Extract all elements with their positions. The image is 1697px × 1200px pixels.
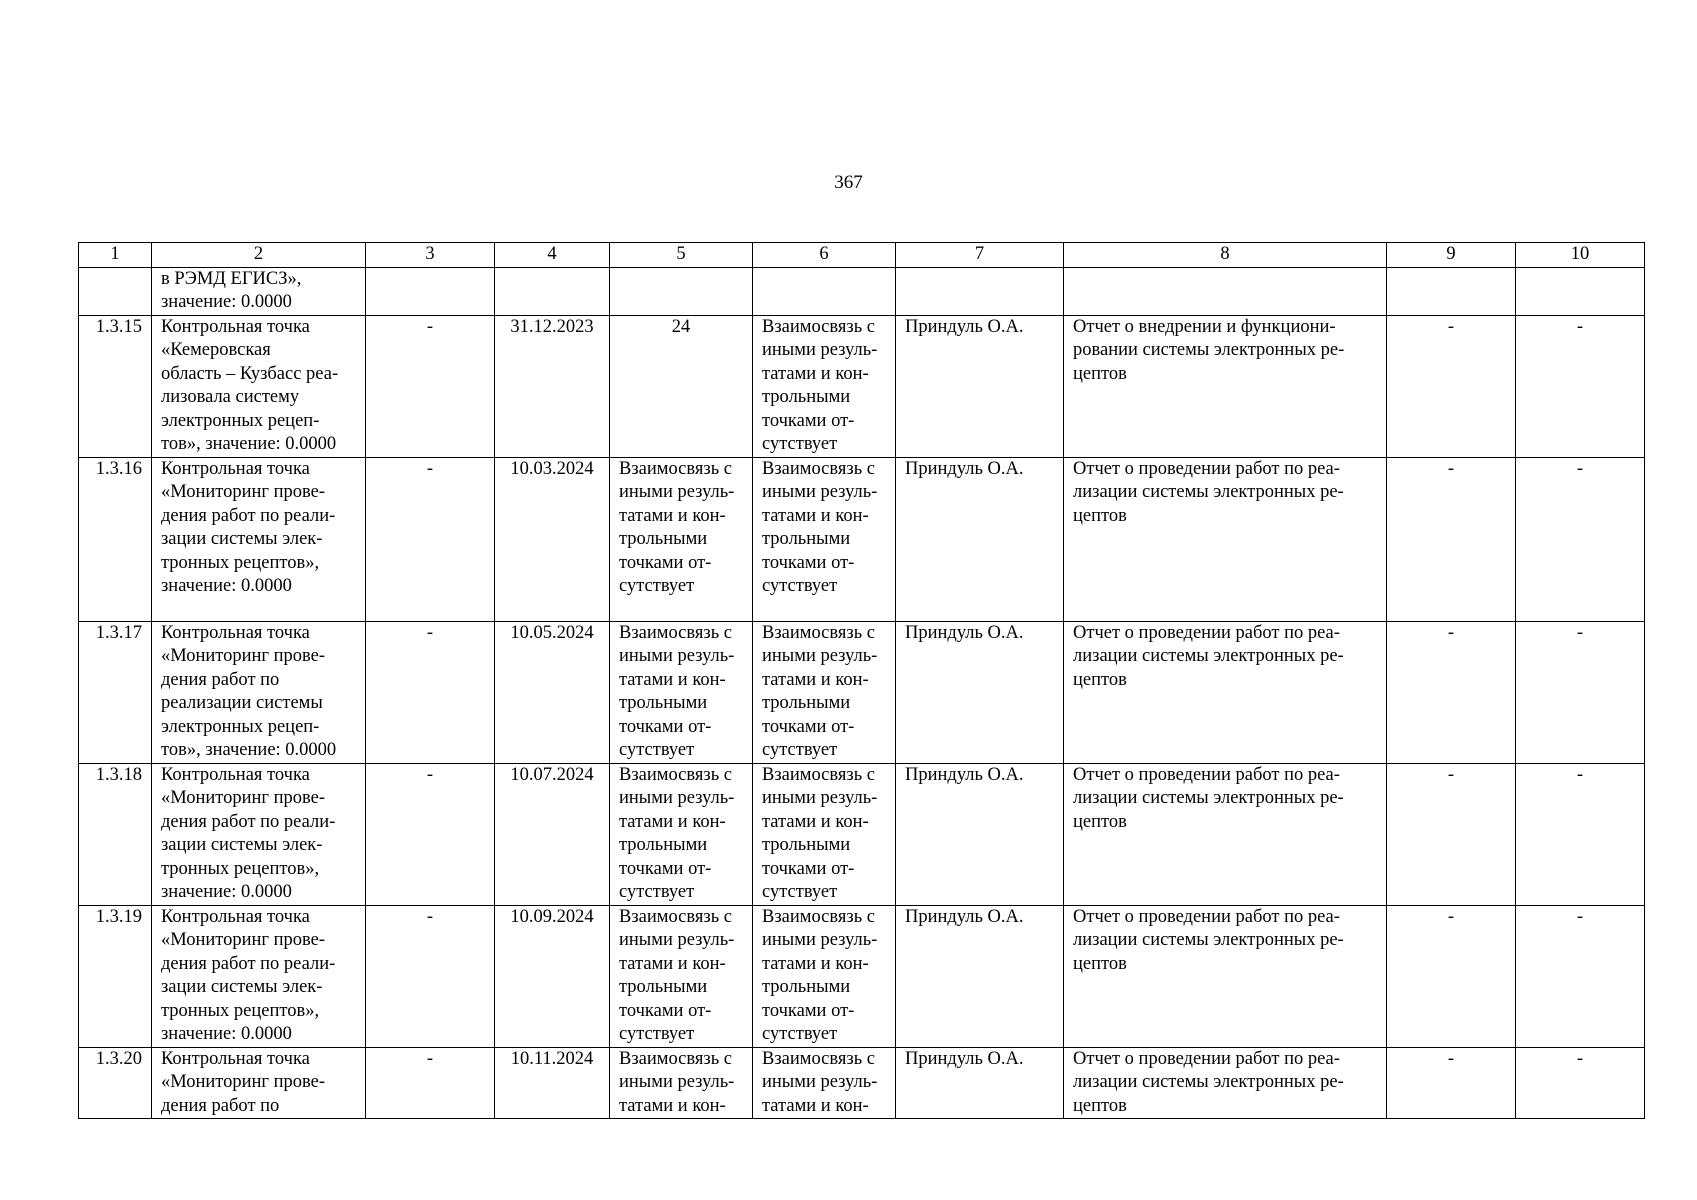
table-cell-col6: Взаимосвязь с иными резуль- татами и кон- трольными точками от- сутствует bbox=[753, 905, 896, 1047]
table-cell bbox=[753, 267, 896, 315]
table-row bbox=[79, 763, 1645, 905]
row-number: 1.3.19 bbox=[79, 905, 152, 1047]
row-number: 1.3.15 bbox=[79, 315, 152, 457]
due-date: 31.12.2023 bbox=[495, 315, 610, 457]
table-cell bbox=[366, 267, 495, 315]
report-document: Отчет о проведении работ по реа- лизации системы электронных ре- цептов bbox=[1064, 1047, 1387, 1119]
responsible-person: Приндуль О.А. bbox=[896, 763, 1064, 905]
column-header: 1 bbox=[79, 243, 152, 268]
column-header: 2 bbox=[152, 243, 366, 268]
table-cell-col3: - bbox=[366, 621, 495, 763]
table-cell-col9: - bbox=[1387, 457, 1516, 621]
report-document: Отчет о проведении работ по реа- лизации системы электронных ре- цептов bbox=[1064, 905, 1387, 1047]
table-cell-col6: Взаимосвязь с иными резуль- татами и кон- трольными точками от- сутствует bbox=[753, 621, 896, 763]
table-row bbox=[79, 621, 1645, 763]
table-cell-col6: Взаимосвязь с иными резуль- татами и кон- трольными точками от- сутствует bbox=[753, 315, 896, 457]
responsible-person: Приндуль О.А. bbox=[896, 457, 1064, 621]
column-header: 7 bbox=[896, 243, 1064, 268]
due-date: 10.11.2024 bbox=[495, 1047, 610, 1119]
due-date: 10.05.2024 bbox=[495, 621, 610, 763]
table-row bbox=[79, 1047, 1645, 1119]
column-header: 4 bbox=[495, 243, 610, 268]
responsible-person: Приндуль О.А. bbox=[896, 1047, 1064, 1119]
due-date: 10.09.2024 bbox=[495, 905, 610, 1047]
table-cell-col5: Взаимосвязь с иными резуль- татами и кон- трольными точками от- сутствует bbox=[610, 905, 753, 1047]
table-cell-col3: - bbox=[366, 1047, 495, 1119]
table-cell bbox=[495, 267, 610, 315]
table-cell-col3: - bbox=[366, 315, 495, 457]
table-cell-col9: - bbox=[1387, 1047, 1516, 1119]
table-cell bbox=[1387, 267, 1516, 315]
table-row bbox=[79, 315, 1645, 457]
table-cell-col5: Взаимосвязь с иными резуль- татами и кон- трольными точками от- сутствует bbox=[610, 457, 753, 621]
control-point-name: Контрольная точка «Кемеровская область – Кузбасс реа- лизовала систему электронных рецеп- тов», значение: 0.0000 bbox=[152, 315, 366, 457]
table-cell-col5: Взаимосвязь с иными резуль- татами и кон- bbox=[610, 1047, 753, 1119]
table-cell bbox=[1516, 267, 1645, 315]
table-cell-col10: - bbox=[1516, 763, 1645, 905]
column-header: 6 bbox=[753, 243, 896, 268]
table-cell bbox=[610, 267, 753, 315]
control-point-name: Контрольная точка «Мониторинг прове- дения работ по bbox=[152, 1047, 366, 1119]
table-cell-col10: - bbox=[1516, 621, 1645, 763]
table-cell-col10: - bbox=[1516, 457, 1645, 621]
table-cell-col10: - bbox=[1516, 905, 1645, 1047]
table-row bbox=[79, 905, 1645, 1047]
table-cell-col9: - bbox=[1387, 621, 1516, 763]
table-cell-col6: Взаимосвязь с иными резуль- татами и кон- трольными точками от- сутствует bbox=[753, 457, 896, 621]
table-cell bbox=[79, 267, 152, 315]
column-number-header-row bbox=[79, 243, 1645, 268]
row-number: 1.3.20 bbox=[79, 1047, 152, 1119]
table-cell-col6: Взаимосвязь с иными резуль- татами и кон- bbox=[753, 1047, 896, 1119]
responsible-person: Приндуль О.А. bbox=[896, 621, 1064, 763]
table-cell-col5: Взаимосвязь с иными резуль- татами и кон- трольными точками от- сутствует bbox=[610, 621, 753, 763]
row-number: 1.3.18 bbox=[79, 763, 152, 905]
table-cell-col3: - bbox=[366, 457, 495, 621]
report-document: Отчет о внедрении и функциони- ровании системы электронных ре- цептов bbox=[1064, 315, 1387, 457]
table-cell-col6: Взаимосвязь с иными резуль- татами и кон- трольными точками от- сутствует bbox=[753, 763, 896, 905]
column-header: 9 bbox=[1387, 243, 1516, 268]
table-cell-col5: 24 bbox=[610, 315, 753, 457]
due-date: 10.03.2024 bbox=[495, 457, 610, 621]
row-number: 1.3.16 bbox=[79, 457, 152, 621]
report-document: Отчет о проведении работ по реа- лизации системы электронных ре- цептов bbox=[1064, 621, 1387, 763]
table-cell-col5: Взаимосвязь с иными резуль- татами и кон- трольными точками от- сутствует bbox=[610, 763, 753, 905]
table-cell bbox=[1064, 267, 1387, 315]
table-cell-col3: - bbox=[366, 763, 495, 905]
responsible-person: Приндуль О.А. bbox=[896, 905, 1064, 1047]
control-points-table bbox=[78, 242, 1645, 1119]
column-header: 10 bbox=[1516, 243, 1645, 268]
responsible-person: Приндуль О.А. bbox=[896, 315, 1064, 457]
control-point-name: Контрольная точка «Мониторинг прове- дения работ по реали- зации системы элек- тронных рецептов», значение: 0.0000 bbox=[152, 457, 366, 621]
table-cell-col10: - bbox=[1516, 315, 1645, 457]
table-cell-col9: - bbox=[1387, 905, 1516, 1047]
continuation-row bbox=[79, 267, 1645, 315]
page-number: 367 bbox=[834, 172, 863, 193]
table-cell-col10: - bbox=[1516, 1047, 1645, 1119]
report-document: Отчет о проведении работ по реа- лизации системы электронных ре- цептов bbox=[1064, 457, 1387, 621]
table-cell-col3: - bbox=[366, 905, 495, 1047]
column-header: 3 bbox=[366, 243, 495, 268]
column-header: 8 bbox=[1064, 243, 1387, 268]
due-date: 10.07.2024 bbox=[495, 763, 610, 905]
table-row bbox=[79, 457, 1645, 621]
column-header: 5 bbox=[610, 243, 753, 268]
report-document: Отчет о проведении работ по реа- лизации системы электронных ре- цептов bbox=[1064, 763, 1387, 905]
table-cell-col9: - bbox=[1387, 763, 1516, 905]
control-point-name: Контрольная точка «Мониторинг прове- дения работ по реализации системы электронных рецеп- тов», значение: 0.0000 bbox=[152, 621, 366, 763]
control-point-name: Контрольная точка «Мониторинг прове- дения работ по реали- зации системы элек- тронных рецептов», значение: 0.0000 bbox=[152, 763, 366, 905]
row-number: 1.3.17 bbox=[79, 621, 152, 763]
table-cell bbox=[896, 267, 1064, 315]
control-point-name: Контрольная точка «Мониторинг прове- дения работ по реали- зации системы элек- тронных рецептов», значение: 0.0000 bbox=[152, 905, 366, 1047]
table-cell-col9: - bbox=[1387, 315, 1516, 457]
table-cell-name: в РЭМД ЕГИСЗ», значение: 0.0000 bbox=[152, 267, 366, 315]
